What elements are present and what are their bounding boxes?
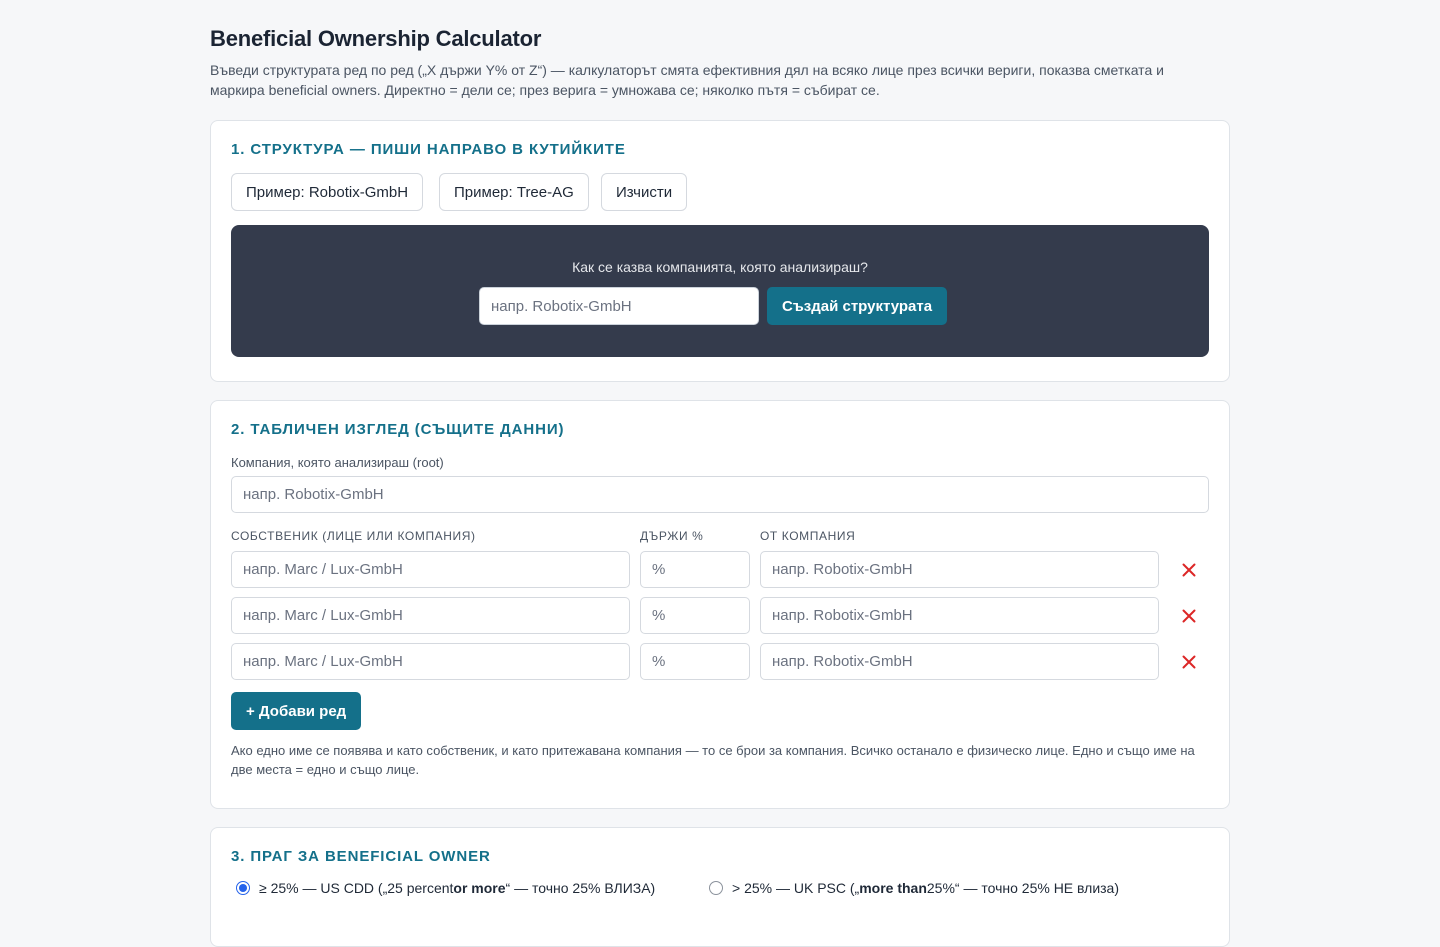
pct-input[interactable]	[640, 597, 750, 634]
close-icon	[1182, 655, 1196, 669]
company-question-label: Как се казва компанията, която анализираш?	[572, 259, 868, 275]
owner-input[interactable]	[231, 597, 630, 634]
option-text-bold: more than	[859, 880, 927, 896]
option-text-pre: ≥ 25% — US CDD („25 percent	[259, 880, 454, 896]
company-column-header: ОТ КОМПАНИЯ	[760, 529, 856, 543]
intro-text: Въведи структурата ред по ред („X държи Y% от Z“) — калкулаторът смята ефективния дял на всяко лице през всички вериги, показва сметката и маркира beneficial owners. Директно = дели се; през верига = умножава се; няколко пътя = събират се.	[210, 62, 1164, 98]
close-icon	[1182, 563, 1196, 577]
structure-heading: 1. СТРУКТУРА — ПИШИ НАПРАВО В КУТИЙКИТЕ	[231, 141, 626, 158]
option-text-bold: or more	[453, 880, 506, 896]
structure-card	[210, 120, 1230, 382]
clear-button[interactable]: Изчисти	[601, 173, 687, 211]
owner-input[interactable]	[231, 551, 630, 588]
entity-note: Ако едно име се появява и като собственик, и като притежавана компания — то се брои за компания. Всичко останало е физическо лице. Едно и също име на две места = едно и също лице.	[231, 743, 1195, 777]
option-text-post: 25%“ — точно 25% НЕ влиза)	[926, 880, 1120, 896]
company-name-input[interactable]	[479, 287, 759, 325]
delete-row-button[interactable]	[1177, 558, 1201, 582]
owner-input[interactable]	[231, 643, 630, 680]
table-heading: 2. ТАБЛИЧЕН ИЗГЛЕД (СЪЩИТЕ ДАННИ)	[231, 421, 565, 438]
threshold-option-us-cdd[interactable]	[236, 880, 655, 896]
delete-row-button[interactable]	[1177, 604, 1201, 628]
option-text-post: “ — точно 25% ВЛИЗА)	[505, 880, 656, 896]
create-structure-panel	[231, 225, 1209, 357]
close-icon	[1182, 609, 1196, 623]
threshold-option-uk-psc[interactable]	[709, 880, 1119, 896]
table-card	[210, 400, 1230, 809]
delete-row-button[interactable]	[1177, 650, 1201, 674]
owned-company-input[interactable]	[760, 643, 1159, 680]
threshold-heading: 3. ПРАГ ЗА BENEFICIAL OWNER	[231, 848, 491, 865]
radio-us-cdd[interactable]	[236, 881, 250, 895]
create-structure-button[interactable]: Създай структурата	[767, 287, 947, 325]
pct-input[interactable]	[640, 643, 750, 680]
page-title: Beneficial Ownership Calculator	[210, 26, 542, 51]
example-robotix-button[interactable]: Пример: Robotix-GmbH	[231, 173, 423, 211]
pct-column-header: ДЪРЖИ %	[640, 529, 704, 543]
example-tree-button[interactable]: Пример: Tree-AG	[439, 173, 589, 211]
owned-company-input[interactable]	[760, 597, 1159, 634]
root-label: Компания, която анализираш (root)	[231, 455, 444, 470]
pct-input[interactable]	[640, 551, 750, 588]
root-company-input[interactable]	[231, 476, 1209, 513]
add-row-button[interactable]: + Добави ред	[231, 692, 361, 730]
threshold-card	[210, 827, 1230, 947]
owner-column-header: СОБСТВЕНИК (ЛИЦЕ ИЛИ КОМПАНИЯ)	[231, 529, 476, 543]
radio-uk-psc[interactable]	[709, 881, 723, 895]
owned-company-input[interactable]	[760, 551, 1159, 588]
option-text-pre: > 25% — UK PSC („	[732, 880, 860, 896]
